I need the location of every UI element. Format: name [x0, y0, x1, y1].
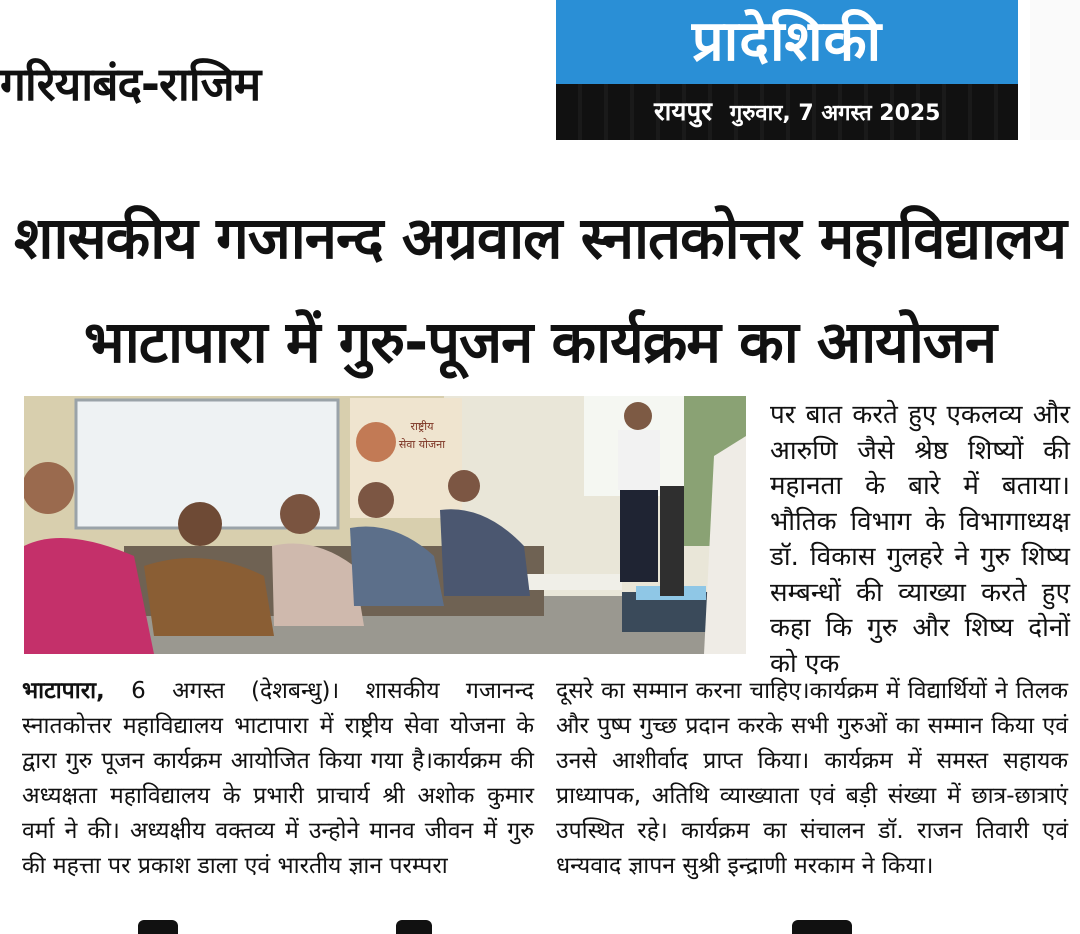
article-text-middle: दूसरे का सम्मान करना चाहिए।कार्यक्रम में विद्यार्थियों ने तिलक और पुष्प गुच्छ प्रदान करके सभी गुरुओं का सम्मान किया एवं उनसे आशीर्वाद प्राप्त किया। कार्यक्रम में समस्त सहायक प्राध्यापक, अतिथि व्याख्याता एवं बड़ी संख्या में छात्र-छात्राएं उपस्थित रहे। कार्यक्रम का संचालन डॉ. राजन तिवारी एवं धन्यवाद ज्ञापन सुश्री इन्द्राणी मरकाम ने किया।	[556, 678, 1068, 879]
masthead-title: प्रादेशिकी	[691, 9, 883, 74]
article-column-middle	[556, 674, 1068, 884]
article-column-right	[770, 398, 1070, 682]
headline-line-1: शासकीय गजानन्द अग्रवाल स्नातकोत्तर महाविद्यालय	[14, 204, 1066, 272]
masthead-date: गुरुवार, 7 अगस्त 2025	[729, 101, 941, 126]
article-dateline: भाटापारा,	[22, 678, 105, 704]
news-photo-illustration	[24, 396, 746, 654]
masthead	[556, 0, 1018, 140]
masthead-dateline	[654, 84, 941, 140]
next-headline-fragment	[0, 920, 1080, 934]
news-photo	[24, 396, 746, 654]
banner-line-1: राष्ट्रीय	[410, 420, 434, 433]
article-text-left: 6 अगस्त (देशबन्धु)। शासकीय गजानन्द स्नातकोत्तर महाविद्यालय भाटापारा में राष्ट्रीय सेवा योजना के द्वारा गुरु पूजन कार्यक्रम आयोजित किया गया है।कार्यक्रम की अध्यक्षता महाविद्यालय के प्रभारी प्राचार्य श्री अशोक कुमार वर्मा ने की। अध्यक्षीय वक्तव्य में उन्होने मानव जीवन में गुरु की महत्ता पर प्रकाश डाला एवं भारतीय ज्ञान परम्परा	[22, 678, 534, 879]
section-label: गरियाबंद-राजिम	[0, 57, 261, 111]
headline-line-2: भाटापारा में गुरु-पूजन कार्यक्रम का आयोजन	[83, 308, 997, 376]
article-column-left	[22, 674, 534, 884]
banner-line-2: सेवा योजना	[398, 438, 446, 451]
masthead-city: रायपुर	[654, 97, 712, 127]
article-text-right: पर बात करते हुए एकलव्य और आरुणि जैसे श्रेष्ठ शिष्यों की महानता के बारे में बताया। भौतिक विभाग के विभागाध्यक्ष डॉ. विकास गुलहरे ने गुरु शिष्य सम्बन्धों की व्याख्या करते हुए कहा कि गुरु और शिष्य दोनों को एक	[770, 400, 1070, 679]
page-edge	[1030, 0, 1080, 140]
